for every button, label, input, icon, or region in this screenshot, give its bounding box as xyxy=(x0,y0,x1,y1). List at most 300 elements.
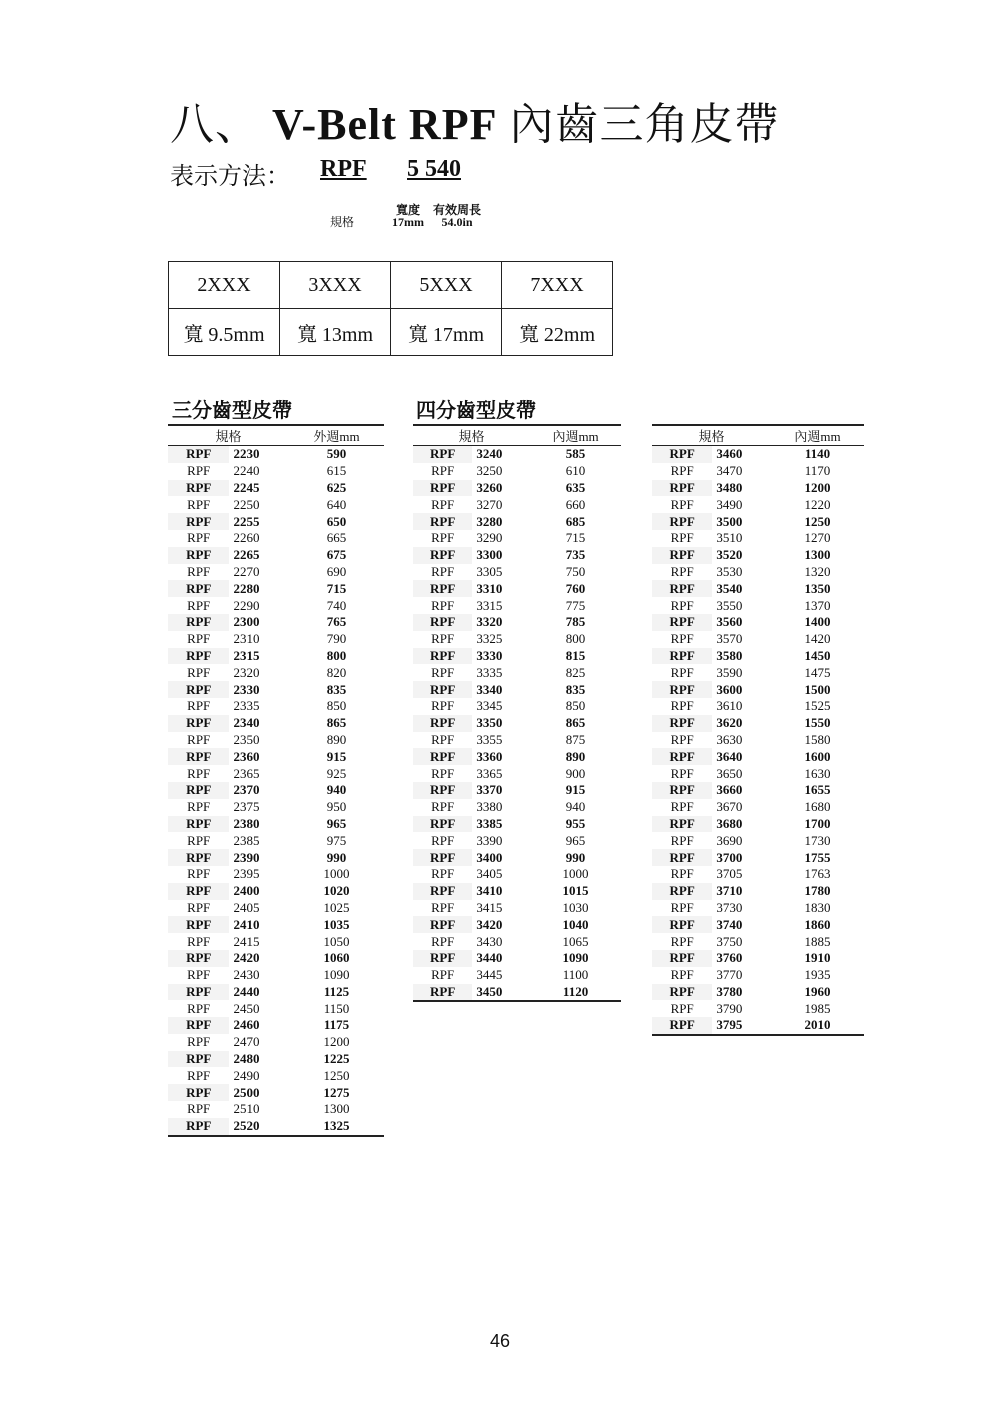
row-code: RPF xyxy=(413,816,472,833)
row-length: 635 xyxy=(565,479,586,495)
row-model: 3560 xyxy=(716,614,743,630)
row-length: 590 xyxy=(326,446,347,462)
row-code: RPF xyxy=(413,681,472,698)
row-model: 3490 xyxy=(716,496,743,512)
row-code: RPF xyxy=(168,547,229,564)
row-length: 625 xyxy=(326,479,347,495)
title-prefix: 八、 xyxy=(170,100,260,149)
row-model: 3520 xyxy=(716,547,743,563)
table-row xyxy=(168,513,384,530)
table-row xyxy=(413,782,621,799)
row-length: 2010 xyxy=(771,1017,864,1035)
table-row xyxy=(168,1067,384,1084)
row-model: 3450 xyxy=(472,984,530,1002)
column-header-spec: 規格 xyxy=(168,425,289,446)
table-row xyxy=(652,513,864,530)
table-row xyxy=(652,782,864,799)
row-code: RPF xyxy=(168,715,229,732)
table-row xyxy=(652,967,864,984)
row-length: 950 xyxy=(326,799,347,815)
row-length: 900 xyxy=(565,765,586,781)
table-row xyxy=(413,748,621,765)
row-model: 3280 xyxy=(476,513,503,529)
row-length: 1030 xyxy=(562,899,589,915)
row-code: RPF xyxy=(413,782,472,799)
row-model: 2440 xyxy=(233,983,260,999)
row-model: 2490 xyxy=(233,1067,260,1083)
row-model: 3570 xyxy=(716,631,743,647)
row-code: RPF xyxy=(431,631,455,647)
row-code: RPF xyxy=(652,648,712,665)
table-row xyxy=(652,916,864,933)
row-length: 1320 xyxy=(804,563,831,579)
row-model: 2290 xyxy=(233,597,260,613)
table-row xyxy=(413,883,621,900)
table-row xyxy=(652,883,864,900)
row-code: RPF xyxy=(670,765,694,781)
row-model: 2470 xyxy=(233,1034,260,1050)
row-length: 690 xyxy=(326,563,347,579)
row-code: RPF xyxy=(187,1067,211,1083)
table-row xyxy=(652,849,864,866)
row-code: RPF xyxy=(187,967,211,983)
column-header-spec: 規格 xyxy=(413,425,530,446)
row-length: 1680 xyxy=(804,799,831,815)
row-length: 1175 xyxy=(323,1017,350,1033)
row-length: 965 xyxy=(565,832,586,848)
row-code: RPF xyxy=(652,580,712,597)
row-code: RPF xyxy=(168,614,229,631)
row-length: 1755 xyxy=(804,849,831,865)
row-code: RPF xyxy=(187,866,211,882)
table-row xyxy=(168,883,384,900)
row-code: RPF xyxy=(187,799,211,815)
row-length: 735 xyxy=(565,547,586,563)
row-code: RPF xyxy=(168,1017,229,1034)
row-code: RPF xyxy=(670,698,694,714)
row-model: 3440 xyxy=(476,950,503,966)
row-length: 990 xyxy=(565,849,586,865)
row-code: RPF xyxy=(168,1084,229,1101)
row-model: 2375 xyxy=(233,799,260,815)
width-annotation-label: 寬度 xyxy=(395,203,420,217)
row-length: 800 xyxy=(326,647,347,663)
row-length: 640 xyxy=(326,496,347,512)
row-length: 1225 xyxy=(323,1051,350,1067)
row-length: 775 xyxy=(565,597,586,613)
series-cell: 5XXX xyxy=(391,262,502,309)
row-length: 765 xyxy=(326,614,347,630)
row-length: 850 xyxy=(326,698,347,714)
row-code: RPF xyxy=(168,916,229,933)
row-length: 1220 xyxy=(804,496,831,512)
table-row xyxy=(413,799,621,816)
row-code: RPF xyxy=(168,883,229,900)
row-code: RPF xyxy=(670,631,694,647)
row-code: RPF xyxy=(413,513,472,530)
row-code: RPF xyxy=(652,883,712,900)
row-model: 3540 xyxy=(716,580,743,596)
row-code: RPF xyxy=(652,446,712,463)
row-code: RPF xyxy=(187,597,211,613)
row-length: 715 xyxy=(565,530,586,546)
row-length: 740 xyxy=(326,597,347,613)
row-model: 3730 xyxy=(716,899,743,915)
row-code: RPF xyxy=(168,816,229,833)
row-code: RPF xyxy=(670,799,694,815)
row-model: 3365 xyxy=(476,765,503,781)
row-code: RPF xyxy=(670,664,694,680)
row-model: 3310 xyxy=(476,580,503,596)
row-model: 3660 xyxy=(716,782,743,798)
row-model: 2300 xyxy=(233,614,260,630)
row-code: RPF xyxy=(652,715,712,732)
table-row xyxy=(168,748,384,765)
row-length: 1100 xyxy=(562,967,589,983)
table-row xyxy=(168,849,384,866)
row-code: RPF xyxy=(168,782,229,799)
row-length: 660 xyxy=(565,496,586,512)
row-code: RPF xyxy=(670,933,694,949)
row-length: 1885 xyxy=(804,933,831,949)
row-model: 3410 xyxy=(476,883,503,899)
row-length: 665 xyxy=(326,530,347,546)
table-row xyxy=(413,984,621,1002)
section-title-half: 四分齒型皮帶 xyxy=(416,400,536,422)
row-length: 760 xyxy=(565,580,586,596)
row-length: 1830 xyxy=(804,899,831,915)
row-length: 965 xyxy=(326,815,347,831)
row-model: 3380 xyxy=(476,799,503,815)
row-model: 2370 xyxy=(233,782,260,798)
row-code: RPF xyxy=(652,748,712,765)
row-length: 890 xyxy=(326,731,347,747)
row-code: RPF xyxy=(652,916,712,933)
table-row xyxy=(652,748,864,765)
table-row xyxy=(413,715,621,732)
row-length: 790 xyxy=(326,631,347,647)
row-code: RPF xyxy=(431,933,455,949)
row-length: 1025 xyxy=(323,899,350,915)
row-length: 1350 xyxy=(804,580,831,596)
notation-code: RPF xyxy=(320,156,367,182)
series-cell: 2XXX xyxy=(169,262,280,309)
table-row xyxy=(168,648,384,665)
row-code: RPF xyxy=(652,1017,712,1035)
row-code: RPF xyxy=(431,731,455,747)
row-length: 815 xyxy=(565,647,586,663)
row-code: RPF xyxy=(652,480,712,497)
title-product: V-Belt RPF xyxy=(272,100,498,149)
row-length: 1300 xyxy=(804,547,831,563)
table-row xyxy=(168,664,384,681)
row-model: 3740 xyxy=(716,916,743,932)
table-row xyxy=(413,513,621,530)
table-row xyxy=(652,463,864,480)
row-model: 3590 xyxy=(716,664,743,680)
row-model: 2430 xyxy=(233,967,260,983)
page-title xyxy=(170,88,779,152)
table-row xyxy=(168,1034,384,1051)
row-code: RPF xyxy=(652,950,712,967)
table-row xyxy=(413,530,621,547)
table-row xyxy=(168,564,384,581)
table-row xyxy=(652,866,864,883)
table-row xyxy=(652,530,864,547)
row-code: RPF xyxy=(431,832,455,848)
table-row xyxy=(413,648,621,665)
table-row xyxy=(413,496,621,513)
row-model: 3330 xyxy=(476,647,503,663)
row-code: RPF xyxy=(413,883,472,900)
row-length: 1170 xyxy=(804,463,831,479)
row-length: 800 xyxy=(565,631,586,647)
row-model: 3250 xyxy=(476,463,503,479)
table-row xyxy=(168,984,384,1001)
row-length: 1420 xyxy=(804,631,831,647)
table-row xyxy=(168,631,384,648)
table-row xyxy=(652,631,864,648)
row-model: 2315 xyxy=(233,647,260,663)
row-model: 2365 xyxy=(233,765,260,781)
length-annotation-value: 54.0in xyxy=(441,215,473,229)
row-code: RPF xyxy=(413,984,472,1002)
row-code: RPF xyxy=(168,480,229,497)
width-cell: 寬 17mm xyxy=(391,309,502,356)
row-model: 3640 xyxy=(716,748,743,764)
row-code: RPF xyxy=(168,1051,229,1068)
width-cell: 寬 22mm xyxy=(502,309,613,356)
row-code: RPF xyxy=(168,1118,229,1136)
row-code: RPF xyxy=(431,664,455,680)
row-length: 1325 xyxy=(289,1118,384,1136)
row-length: 1090 xyxy=(323,967,350,983)
row-model: 2410 xyxy=(233,916,260,932)
row-model: 3705 xyxy=(716,866,743,882)
row-code: RPF xyxy=(431,698,455,714)
row-code: RPF xyxy=(431,597,455,613)
row-length: 1580 xyxy=(804,731,831,747)
row-model: 3315 xyxy=(476,597,503,613)
row-model: 3390 xyxy=(476,832,503,848)
row-code: RPF xyxy=(187,1101,211,1117)
table-row xyxy=(652,580,864,597)
row-code: RPF xyxy=(168,950,229,967)
row-model: 2480 xyxy=(233,1051,260,1067)
row-model: 2250 xyxy=(233,496,260,512)
row-length: 1000 xyxy=(562,866,589,882)
row-code: RPF xyxy=(413,480,472,497)
row-length: 785 xyxy=(565,614,586,630)
spec-annotation: 規格 xyxy=(330,215,355,229)
row-length: 1140 xyxy=(804,446,831,462)
table-row xyxy=(652,933,864,950)
row-model: 3550 xyxy=(716,597,743,613)
table-row xyxy=(168,967,384,984)
table-row xyxy=(652,564,864,581)
row-model: 3270 xyxy=(476,496,503,512)
row-length: 585 xyxy=(565,446,586,462)
row-code: RPF xyxy=(187,1034,211,1050)
row-length: 820 xyxy=(326,664,347,680)
width-annotation-value: 17mm xyxy=(392,215,424,229)
width-table xyxy=(168,261,613,356)
row-model: 3670 xyxy=(716,799,743,815)
row-model: 2405 xyxy=(233,899,260,915)
row-length: 1400 xyxy=(804,614,831,630)
row-model: 3445 xyxy=(476,967,503,983)
notation-label: 表示方法： xyxy=(170,164,290,190)
row-code: RPF xyxy=(431,463,455,479)
row-model: 3650 xyxy=(716,765,743,781)
row-code: RPF xyxy=(187,1000,211,1016)
row-code: RPF xyxy=(187,832,211,848)
row-code: RPF xyxy=(413,950,472,967)
row-length: 1020 xyxy=(323,883,350,899)
table-row xyxy=(168,614,384,631)
row-length: 1370 xyxy=(804,597,831,613)
row-length: 615 xyxy=(326,463,347,479)
row-length: 1090 xyxy=(562,950,589,966)
table-row xyxy=(168,480,384,497)
table-row xyxy=(413,614,621,631)
table-row xyxy=(413,664,621,681)
row-length: 685 xyxy=(565,513,586,529)
row-length: 750 xyxy=(565,563,586,579)
row-model: 2265 xyxy=(233,547,260,563)
row-length: 1065 xyxy=(562,933,589,949)
row-length: 875 xyxy=(565,731,586,747)
row-model: 3790 xyxy=(716,1000,743,1016)
column-header-spec: 規格 xyxy=(652,425,771,446)
row-model: 3305 xyxy=(476,563,503,579)
row-code: RPF xyxy=(413,446,472,463)
row-model: 3620 xyxy=(716,715,743,731)
row-code: RPF xyxy=(670,967,694,983)
row-length: 990 xyxy=(326,849,347,865)
row-model: 2500 xyxy=(233,1084,260,1100)
row-length: 675 xyxy=(326,547,347,563)
row-length: 835 xyxy=(326,681,347,697)
row-code: RPF xyxy=(413,648,472,665)
table-row xyxy=(168,1000,384,1017)
row-model: 3350 xyxy=(476,715,503,731)
table-row xyxy=(413,832,621,849)
row-code: RPF xyxy=(652,782,712,799)
table-row xyxy=(652,547,864,564)
table-row xyxy=(413,916,621,933)
row-length: 915 xyxy=(565,782,586,798)
row-code: RPF xyxy=(670,597,694,613)
row-length: 850 xyxy=(565,698,586,714)
row-length: 1015 xyxy=(562,883,589,899)
row-model: 2335 xyxy=(233,698,260,714)
row-length: 1000 xyxy=(323,866,350,882)
table-row xyxy=(413,597,621,614)
table-row xyxy=(168,597,384,614)
table-row xyxy=(652,1000,864,1017)
row-model: 3530 xyxy=(716,563,743,579)
row-code: RPF xyxy=(187,731,211,747)
row-model: 2400 xyxy=(233,883,260,899)
row-length: 1600 xyxy=(804,748,831,764)
table-row xyxy=(168,446,384,463)
table-row xyxy=(168,547,384,564)
table-row xyxy=(413,967,621,984)
series-row xyxy=(169,262,613,309)
row-model: 2390 xyxy=(233,849,260,865)
row-length: 865 xyxy=(326,715,347,731)
row-length: 835 xyxy=(565,681,586,697)
row-model: 3370 xyxy=(476,782,503,798)
row-length: 1860 xyxy=(804,916,831,932)
row-code: RPF xyxy=(652,614,712,631)
row-code: RPF xyxy=(413,849,472,866)
row-model: 2320 xyxy=(233,664,260,680)
column-header-length: 外週mm xyxy=(289,425,384,446)
table-row xyxy=(413,681,621,698)
row-length: 1200 xyxy=(804,479,831,495)
row-code: RPF xyxy=(413,715,472,732)
length-annotation xyxy=(433,204,481,228)
row-code: RPF xyxy=(652,816,712,833)
table-row xyxy=(652,480,864,497)
table-row xyxy=(413,564,621,581)
table-row xyxy=(413,849,621,866)
table-row xyxy=(168,832,384,849)
row-length: 825 xyxy=(565,664,586,680)
row-code: RPF xyxy=(168,513,229,530)
row-code: RPF xyxy=(187,664,211,680)
table-row xyxy=(652,832,864,849)
row-model: 2395 xyxy=(233,866,260,882)
row-model: 2230 xyxy=(233,446,260,462)
row-length: 1780 xyxy=(804,883,831,899)
table-row xyxy=(413,900,621,917)
table-row xyxy=(413,446,621,463)
table-row xyxy=(652,1017,864,1035)
table-row xyxy=(168,900,384,917)
table-row xyxy=(168,732,384,749)
row-length: 715 xyxy=(326,580,347,596)
belt-table-2 xyxy=(413,424,621,1002)
row-length: 940 xyxy=(565,799,586,815)
row-model: 3320 xyxy=(476,614,503,630)
row-length: 610 xyxy=(565,463,586,479)
table-row xyxy=(413,765,621,782)
column-header-length: 內週mm xyxy=(530,425,621,446)
row-length: 1250 xyxy=(804,513,831,529)
row-code: RPF xyxy=(168,648,229,665)
row-code: RPF xyxy=(187,496,211,512)
row-code: RPF xyxy=(168,446,229,463)
belt-table-3 xyxy=(652,424,864,1036)
row-length: 925 xyxy=(326,765,347,781)
row-code: RPF xyxy=(431,765,455,781)
row-code: RPF xyxy=(168,849,229,866)
row-length: 1300 xyxy=(323,1101,350,1117)
row-model: 3420 xyxy=(476,916,503,932)
row-model: 3580 xyxy=(716,647,743,663)
row-length: 1125 xyxy=(323,983,350,999)
row-code: RPF xyxy=(652,984,712,1001)
row-length: 1960 xyxy=(804,983,831,999)
table-row xyxy=(168,496,384,513)
table-row xyxy=(413,480,621,497)
table-row xyxy=(168,866,384,883)
row-code: RPF xyxy=(670,866,694,882)
row-code: RPF xyxy=(652,849,712,866)
